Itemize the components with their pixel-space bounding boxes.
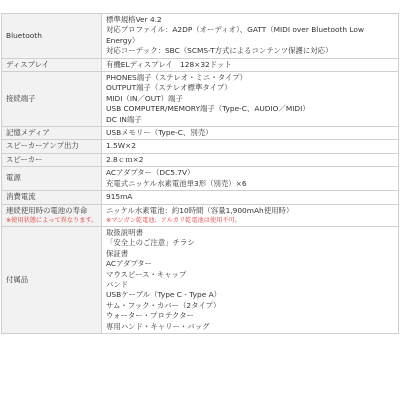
spec-row [2, 226, 399, 333]
spec-value-cell [102, 72, 399, 127]
spec-value-line: 915mA [106, 192, 133, 202]
spec-value-line: USB COMPUTER/MEMORY端子（Type-C、AUDIO／MIDI） [106, 104, 310, 114]
spec-value-line: ACアダプター（DC5.7V） [106, 168, 195, 178]
spec-label-cell [2, 58, 102, 71]
spec-value-line: マウスピース・キャップ [106, 269, 187, 279]
spec-value-cell [102, 191, 399, 204]
spec-value-line: 対応コーデック：SBC（SCMS-T方式によるコンテンツ保護に対応） [106, 46, 333, 56]
spec-value-line: PHONES端子（ステレオ・ミニ・タイプ） [106, 73, 247, 83]
spec-label: スピーカー [6, 154, 43, 164]
spec-label-note: ※使用状態によって異なります。 [6, 216, 98, 224]
spec-label-cell [2, 204, 102, 226]
spec-label: 消費電流 [6, 192, 36, 202]
spec-value-cell [102, 140, 399, 153]
spec-value-cell [102, 58, 399, 71]
spec-value-line: 「安全上のご注意」チラシ [106, 238, 195, 248]
spec-table-body [2, 14, 399, 334]
spec-row [2, 72, 399, 127]
spec-label: 電源 [6, 173, 21, 183]
spec-value-line: バンド [106, 279, 129, 289]
spec-label: Bluetooth [6, 30, 42, 40]
spec-value-line: 保証書 [106, 248, 129, 258]
spec-row [2, 167, 399, 191]
spec-label-cell [2, 226, 102, 333]
spec-label: スピーカーアンプ出力 [6, 141, 79, 151]
spec-label-cell [2, 191, 102, 204]
spec-value-line: 専用ハンド・キャリー・バッグ [106, 321, 210, 331]
spec-value-cell [102, 127, 399, 140]
spec-value-line: サム・フック・カバー（2タイプ） [106, 300, 221, 310]
spec-label: 接続端子 [6, 93, 36, 103]
spec-value-line: Energy） [106, 35, 140, 45]
spec-label: 記憶メディア [6, 128, 50, 138]
spec-value-line: 1.5W×2 [106, 141, 136, 151]
spec-value-line: 対応プロファイル：A2DP（オーディオ）、GATT（MIDI over Bluetooth Low [106, 25, 364, 35]
spec-value-line: DC IN端子 [106, 114, 142, 124]
spec-row [2, 140, 399, 153]
spec-value-cell [102, 14, 399, 59]
spec-value-line: ニッケル水素電池：約10時間（容量1,900mAh使用時） [106, 205, 294, 215]
spec-label-cell [2, 167, 102, 191]
spec-row [2, 58, 399, 71]
spec-value-cell [102, 153, 399, 166]
spec-value-line: ACアダプター [106, 259, 153, 269]
spec-label-cell [2, 127, 102, 140]
spec-value-line: USBメモリー（Type-C、別売） [106, 128, 213, 138]
spec-value-cell [102, 167, 399, 191]
spec-value-line: 標準規格Ver 4.2 [106, 15, 162, 24]
spec-value-cell [102, 226, 399, 333]
spec-row [2, 127, 399, 140]
spec-row [2, 153, 399, 166]
spec-row [2, 191, 399, 204]
spec-value-cell [102, 204, 399, 226]
spec-value-line: USBケーブル（Type C - Type A） [106, 290, 222, 300]
spec-value-line: 取扱説明書 [106, 227, 143, 237]
spec-value-line: OUTPUT端子（ステレオ標準タイプ） [106, 83, 232, 93]
spec-label-cell [2, 14, 102, 59]
spec-label-cell [2, 153, 102, 166]
spec-value-line: 2.8ｃｍ×2 [106, 154, 144, 164]
spec-row [2, 204, 399, 226]
spec-row [2, 14, 399, 59]
spec-label-cell [2, 140, 102, 153]
spec-label: 連続使用時の電池の寿命 [6, 205, 88, 215]
spec-value-note: ※マンガン乾電池、アルカリ乾電池は使用不可。 [106, 216, 241, 224]
spec-label-cell [2, 72, 102, 127]
spec-label: 付属品 [6, 274, 29, 284]
spec-value-line: 充電式ニッケル水素電池単3形（別売）×6 [106, 178, 247, 188]
spec-table [1, 13, 399, 334]
spec-label: ディスプレイ [6, 59, 50, 69]
spec-value-line: ウォーター・プロテクター [106, 311, 194, 321]
spec-value-line: 有機ELディスプレイ 128×32ドット [106, 59, 232, 69]
spec-value-line: MIDI（IN／OUT）端子 [106, 93, 183, 103]
